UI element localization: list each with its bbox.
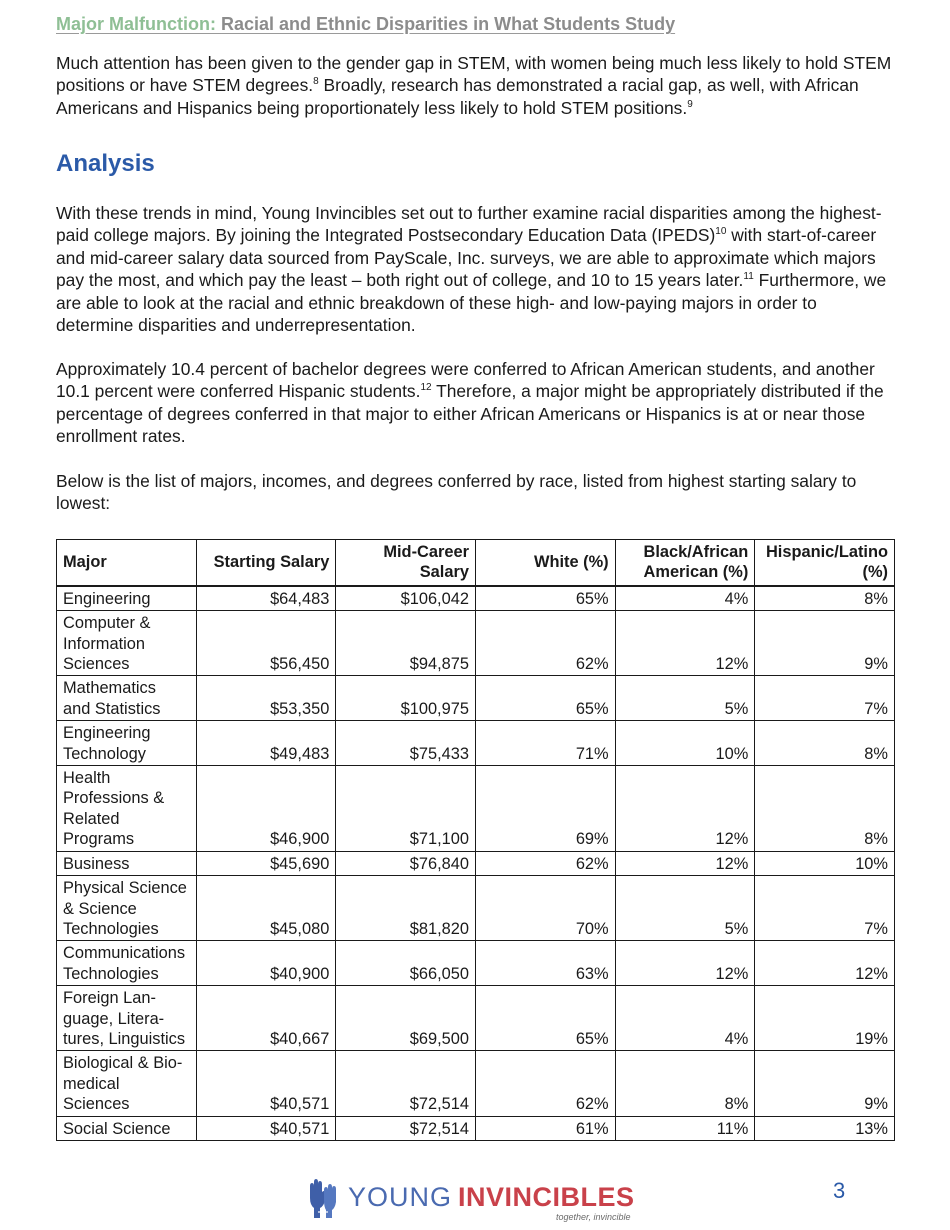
cell-mid-career-salary: $75,433 — [336, 721, 476, 766]
cell-starting-salary: $45,690 — [196, 851, 336, 875]
cell-starting-salary: $45,080 — [196, 876, 336, 941]
header-mid-career-salary: Mid-Career Salary — [336, 540, 476, 586]
cell-major: Mathematics and Statistics — [57, 676, 197, 721]
logo-young-text: YOUNG — [348, 1182, 453, 1212]
cell-hispanic: 9% — [755, 611, 895, 676]
intro-text-2: Broadly, research has demonstrated a racial gap, as well, with African Americans and Hispanics being proportionately less likely to hold STEM positions. — [56, 75, 859, 118]
cell-hispanic: 10% — [755, 851, 895, 875]
cell-mid-career-salary: $94,875 — [336, 611, 476, 676]
cell-white: 69% — [475, 766, 615, 852]
analysis-text-3: Furthermore, we are able to look at the racial and ethnic breakdown of these high- and low-paying majors in order to determine disparities and underrepresentation. — [56, 270, 887, 336]
raised-fists-icon — [306, 1178, 340, 1220]
cell-mid-career-salary: $106,042 — [336, 586, 476, 611]
cell-white: 63% — [475, 941, 615, 986]
cell-starting-salary: $40,571 — [196, 1116, 336, 1140]
cell-mid-career-salary: $71,100 — [336, 766, 476, 852]
table-row — [57, 676, 895, 721]
cell-white: 65% — [475, 676, 615, 721]
footnote-ref-8[interactable]: 8 — [313, 76, 319, 88]
table-row — [57, 1116, 895, 1140]
analysis-text-1: With these trends in mind, Young Invincibles set out to further examine racial disparities among the highest-paid college majors. By joining the Integrated Postsecondary Education Data (IPEDS) — [56, 203, 882, 246]
logo-tagline: together, invincible — [556, 1212, 631, 1222]
intro-paragraph — [56, 52, 896, 119]
majors-salary-table — [56, 539, 895, 1141]
table-row — [57, 721, 895, 766]
table-row — [57, 1051, 895, 1116]
cell-hispanic: 7% — [755, 676, 895, 721]
cell-black: 11% — [615, 1116, 755, 1140]
cell-starting-salary: $49,483 — [196, 721, 336, 766]
cell-white: 65% — [475, 986, 615, 1051]
cell-major: Social Science — [57, 1116, 197, 1140]
table-row — [57, 876, 895, 941]
cell-major: Business — [57, 851, 197, 875]
cell-black: 12% — [615, 851, 755, 875]
footnote-ref-11[interactable]: 11 — [743, 271, 754, 283]
analysis-text-5: Therefore, a major might be appropriately distributed if the percentage of degrees conferred in that major to either African Americans or Hispanics is at or near those enrollment rates. — [56, 381, 884, 447]
cell-white: 61% — [475, 1116, 615, 1140]
cell-hispanic: 12% — [755, 941, 895, 986]
cell-starting-salary: $56,450 — [196, 611, 336, 676]
analysis-paragraph-1 — [56, 202, 896, 336]
cell-black: 4% — [615, 586, 755, 611]
cell-hispanic: 7% — [755, 876, 895, 941]
cell-major: Communications Technologies — [57, 941, 197, 986]
header-major: Major — [57, 540, 197, 586]
cell-hispanic: 9% — [755, 1051, 895, 1116]
header-series: Major Malfunction: — [56, 14, 216, 34]
cell-white: 62% — [475, 1051, 615, 1116]
cell-hispanic: 13% — [755, 1116, 895, 1140]
cell-black: 12% — [615, 941, 755, 986]
table-row — [57, 986, 895, 1051]
header-title: Racial and Ethnic Disparities in What Students Study — [221, 14, 676, 34]
cell-mid-career-salary: $81,820 — [336, 876, 476, 941]
cell-major: Computer & Information Sciences — [57, 611, 197, 676]
running-header — [56, 14, 675, 35]
cell-major: Engineering Technology — [57, 721, 197, 766]
cell-black: 4% — [615, 986, 755, 1051]
footnote-ref-9[interactable]: 9 — [687, 99, 693, 111]
cell-black: 5% — [615, 676, 755, 721]
cell-major: Health Professions & Related Programs — [57, 766, 197, 852]
cell-starting-salary: $40,900 — [196, 941, 336, 986]
table-row — [57, 611, 895, 676]
analysis-text-2: with start-of-career and mid-career salary data sourced from PayScale, Inc. surveys, we are able to approximate which majors pay the most, and which pay the least – both right out of college, and 10 to 15 years later. — [56, 225, 877, 291]
cell-starting-salary: $40,667 — [196, 986, 336, 1051]
cell-major: Physical Science & Science Technologies — [57, 876, 197, 941]
cell-hispanic: 8% — [755, 766, 895, 852]
page-number: 3 — [833, 1178, 846, 1203]
cell-mid-career-salary: $72,514 — [336, 1116, 476, 1140]
cell-hispanic: 8% — [755, 586, 895, 611]
header-starting-salary: Starting Salary — [196, 540, 336, 586]
table-header-row — [57, 540, 895, 586]
table-row — [57, 586, 895, 611]
cell-starting-salary: $40,571 — [196, 1051, 336, 1116]
cell-mid-career-salary: $66,050 — [336, 941, 476, 986]
header-white: White (%) — [475, 540, 615, 586]
table-row — [57, 766, 895, 852]
analysis-paragraph-2 — [56, 358, 896, 448]
table-body — [57, 586, 895, 1141]
cell-mid-career-salary: $100,975 — [336, 676, 476, 721]
footnote-ref-10[interactable]: 10 — [715, 226, 727, 238]
cell-starting-salary: $53,350 — [196, 676, 336, 721]
cell-white: 65% — [475, 586, 615, 611]
cell-white: 62% — [475, 851, 615, 875]
section-heading-analysis: Analysis — [56, 150, 155, 177]
table-row — [57, 851, 895, 875]
cell-mid-career-salary: $69,500 — [336, 986, 476, 1051]
young-invincibles-logo — [306, 1176, 646, 1224]
cell-black: 12% — [615, 766, 755, 852]
cell-hispanic: 8% — [755, 721, 895, 766]
cell-major: Foreign Lan- guage, Litera- tures, Linguistics — [57, 986, 197, 1051]
cell-hispanic: 19% — [755, 986, 895, 1051]
cell-starting-salary: $46,900 — [196, 766, 336, 852]
footnote-ref-12[interactable]: 12 — [420, 382, 432, 394]
cell-white: 62% — [475, 611, 615, 676]
cell-mid-career-salary: $76,840 — [336, 851, 476, 875]
table-row — [57, 941, 895, 986]
header-black: Black/African American (%) — [615, 540, 755, 586]
analysis-paragraph-3: Below is the list of majors, incomes, and degrees conferred by race, listed from highest starting salary to lowest: — [56, 471, 857, 514]
cell-mid-career-salary: $72,514 — [336, 1051, 476, 1116]
cell-white: 71% — [475, 721, 615, 766]
cell-black: 5% — [615, 876, 755, 941]
logo-invincibles-text: INVINCIBLES — [458, 1182, 635, 1212]
cell-major: Biological & Bio- medical Sciences — [57, 1051, 197, 1116]
header-hispanic: Hispanic/Latino (%) — [755, 540, 895, 586]
cell-black: 8% — [615, 1051, 755, 1116]
cell-black: 10% — [615, 721, 755, 766]
cell-black: 12% — [615, 611, 755, 676]
cell-white: 70% — [475, 876, 615, 941]
cell-starting-salary: $64,483 — [196, 586, 336, 611]
intro-text-1: Much attention has been given to the gender gap in STEM, with women being much less likely to hold STEM positions or have STEM degrees. — [56, 53, 892, 96]
cell-major: Engineering — [57, 586, 197, 611]
analysis-text-4: Approximately 10.4 percent of bachelor degrees were conferred to African American students, and another 10.1 percent were conferred Hispanic students. — [56, 359, 875, 402]
